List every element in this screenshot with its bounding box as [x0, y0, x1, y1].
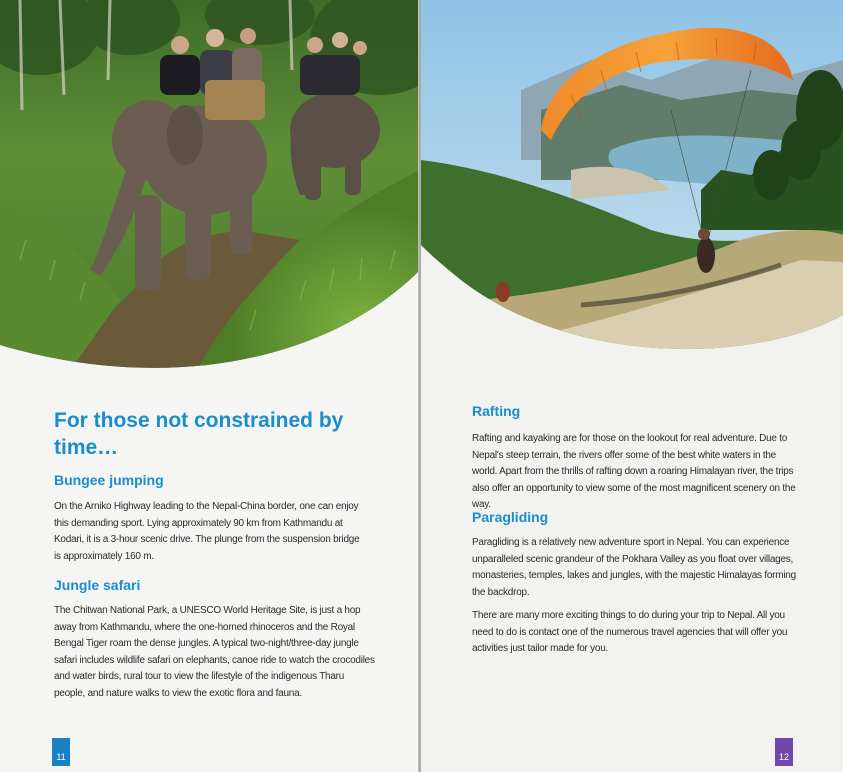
closing-paragraph: There are many more exciting things to do during your trip to Nepal. All you need to do is contact one of the numerous travel agencies that will offer you activities just tailor made for you.: [472, 610, 788, 655]
section-title-rafting: Rafting: [472, 403, 521, 419]
section-title-bungee: Bungee jumping: [54, 472, 164, 488]
page-right: [421, 0, 843, 772]
section-body-bungee: On the Arniko Highway leading to the Nepal-China border, one can enjoy this demanding sport. Lying approximately 90 km from Kathmandu at Kodari, it is a 3-hour scenic drive. The plunge from the suspension bridge is approximately 160 m.: [54, 501, 360, 562]
elephant-safari-photo: [0, 0, 420, 385]
page-number-badge: 12: [775, 738, 793, 766]
page-left: [0, 0, 420, 772]
section-body-rafting: Rafting and kayaking are for those on the lookout for real adventure. Due to Nepal's steep terrain, the rivers offer some of the best white waters in the world. Apart from the thrills of rafting down a roaring Himalayan river, the trips also offer an opportunity to view some of the most magnificent scenery on the way.: [472, 433, 796, 511]
section-body-paragliding: Paragliding is a relatively new adventure sport in Nepal. You can experience unparalleled scenic grandeur of the Pokhara Valley as you float over villages, monasteries, temples, lakes and jungles, with the majestic Himalayas forming the backdrop.: [472, 537, 796, 598]
page-heading: For those not constrained by time…: [54, 409, 344, 459]
section-body-jungle-safari: The Chitwan National Park, a UNESCO World Heritage Site, is just a hop away from Kathmandu, where the one-horned rhinoceros and the Royal Bengal Tiger roam the dense jungles. A typical two-night/three-day jungle safari includes wildlife safari on elephants, canoe ride to watch the crocodiles and water birds, rural tour to view the lifestyle of the indigenous Tharu people, and nature walks to view the exotic flora and fauna.: [54, 605, 375, 699]
section-title-paragliding: Paragliding: [472, 509, 549, 525]
page-number-badge: 11: [52, 738, 70, 766]
paragliding-photo: [421, 0, 843, 360]
section-title-jungle-safari: Jungle safari: [54, 577, 141, 593]
